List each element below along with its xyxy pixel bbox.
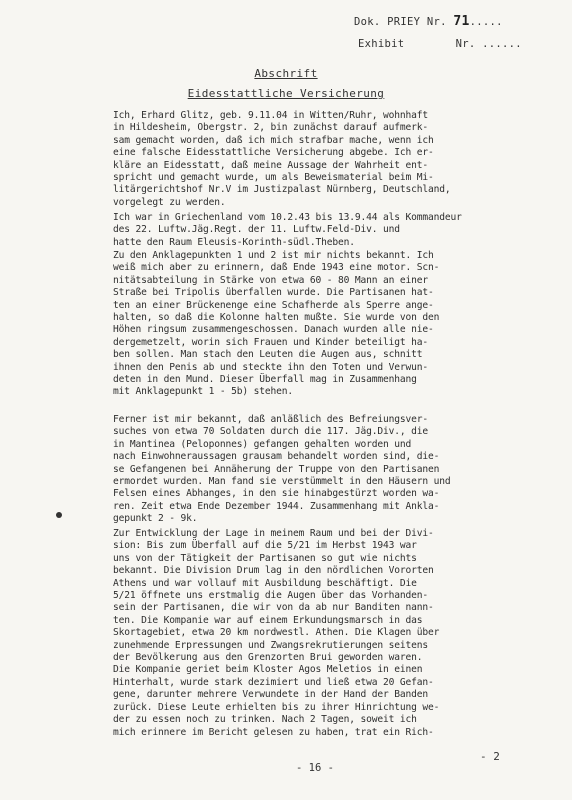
paragraph-mantinea: Ferner ist mir bekannt, daß anläßlich des Befreiungsver- suches von etwa 70 Soldaten durch die 117. Jäg.Div., die in Mantinea (Peloponnes) gefangen gehalten worden und nach Einwohneraussagen grausam behandelt worden sind, die- se Gefangenen bei Annäherung der Truppe von den Partisanen ermordet wurden. Man fand sie verstümmelt in den Häusern und Felsen eines Abhanges, in den sie hinabgestürzt worden wa- ren. Zeit etwa Ende Dezember 1944. Zusammenhang mit Ankla- gepunkt 2 - 9k. [113,414,451,525]
dok-number: 71 [453,14,470,29]
paragraph-charges-1-2: Zu den Anklagepunkten 1 und 2 ist mir nichts bekannt. Ich weiß mich aber zu erinnern, daß Ende 1943 eine motor. Scn- nitätsabteilung in Stärke von etwa 60 - 80 Mann an einer Straße bei Tripolis überfallen wurde. Die Partisanen hat- ten an einer Brückenenge eine Schafherde als Sperre ange- halten, so daß die Kolonne halten mußte. Sie wurde von den Höhen ringsum zusammengeschossen. Danach wurden alle nie- dergemetzelt, worin sich Frauen und Kinder beteiligt ha- ben sollen. Man stach den Leuten die Augen aus, schnitt ihnen den Penis ab und steckte ihn den Toten und Verwun- deten in den Mund. Dieser Überfall mag in Zusammenhang mit Anklagepunkt 1 - 5b) stehen. [113,250,440,398]
margin-dot-mark [56,512,62,518]
paragraph-service: Ich war in Griechenland vom 10.2.43 bis 13.9.44 als Kommandeur des 22. Luftw.Jäg.Regt. der 11. Luftw.Feld-Div. und hatte den Raum Eleusis-Korinth-südl.Theben. [113,212,462,248]
paragraph-situation: Zur Entwicklung der Lage in meinem Raum und bei der Divi- sion: Bis zum Überfall auf die 5/21 im Herbst 1943 war uns von der Tätigkeit der Partisanen so gut wie nichts bekannt. Die Division Drum lag in den nördlichen Vororten Athens und war vollauf mit Ausbildung beschäftigt. Die 5/21 öffnete uns erstmalig die Augen über das Vorhanden- sein der Partisanen, die wir von da ab nur Banditen nann- ten. Die Kompanie war auf einem Erkundungsmarsch in das Skortagebiet, etwa 20 km nordwestl. Athen. Die Klagen über zunehmende Erpressungen und Zwangsrekrutierungen seitens der Bevölkerung aus den Grenzorten Brui geworden waren. Die Kompanie geriet beim Kloster Agos Meletios in einen Hinterhalt, wurde stark dezimiert und ließ etwa 20 Gefan- gene, darunter mehrere Verwundete in der Hand der Banden zurück. Diese Leute erhielten bis zu ihrer Hinrichtung we- der zu essen noch zu trinken. Nach 2 Tagen, soweit ich mich erinnere im Bericht gelesen zu haben, trat ein Rich- [113,528,440,738]
paragraph-declaration: Ich, Erhard Glitz, geb. 9.11.04 in Witten/Ruhr, wohnhaft in Hildesheim, Obergstr. 2, bin zunächst darauf aufmerk- sam gemacht worden, daß ich mich strafbar mache, wenn ich eine falsche Eidesstattliche Versicherung abgebe. Ich er- kläre an Eidesstatt, daß meine Aussage der Wahrheit ent- spricht und gemacht wurde, um als Beweismaterial beim Mi- litärgerichtshof Nr.V im Justizpalast Nürnberg, Deutschland, vorgelegt zu werden. [113,110,451,208]
continuation-mark: - 2 [480,750,500,763]
dok-dots: ..... [469,16,503,28]
exhibit-label: Exhibit [358,38,405,50]
document-title: Abschrift [254,67,318,80]
page-number: - 16 - [296,762,334,774]
document-subtitle: Eidesstattliche Versicherung [187,87,385,100]
dok-label: Dok. PRIEY Nr. [354,16,447,28]
exhibit-dots: ...... [482,38,522,50]
exhibit-line [358,38,522,50]
document-number-line [354,14,503,29]
exhibit-nr-label: Nr. [455,38,476,50]
